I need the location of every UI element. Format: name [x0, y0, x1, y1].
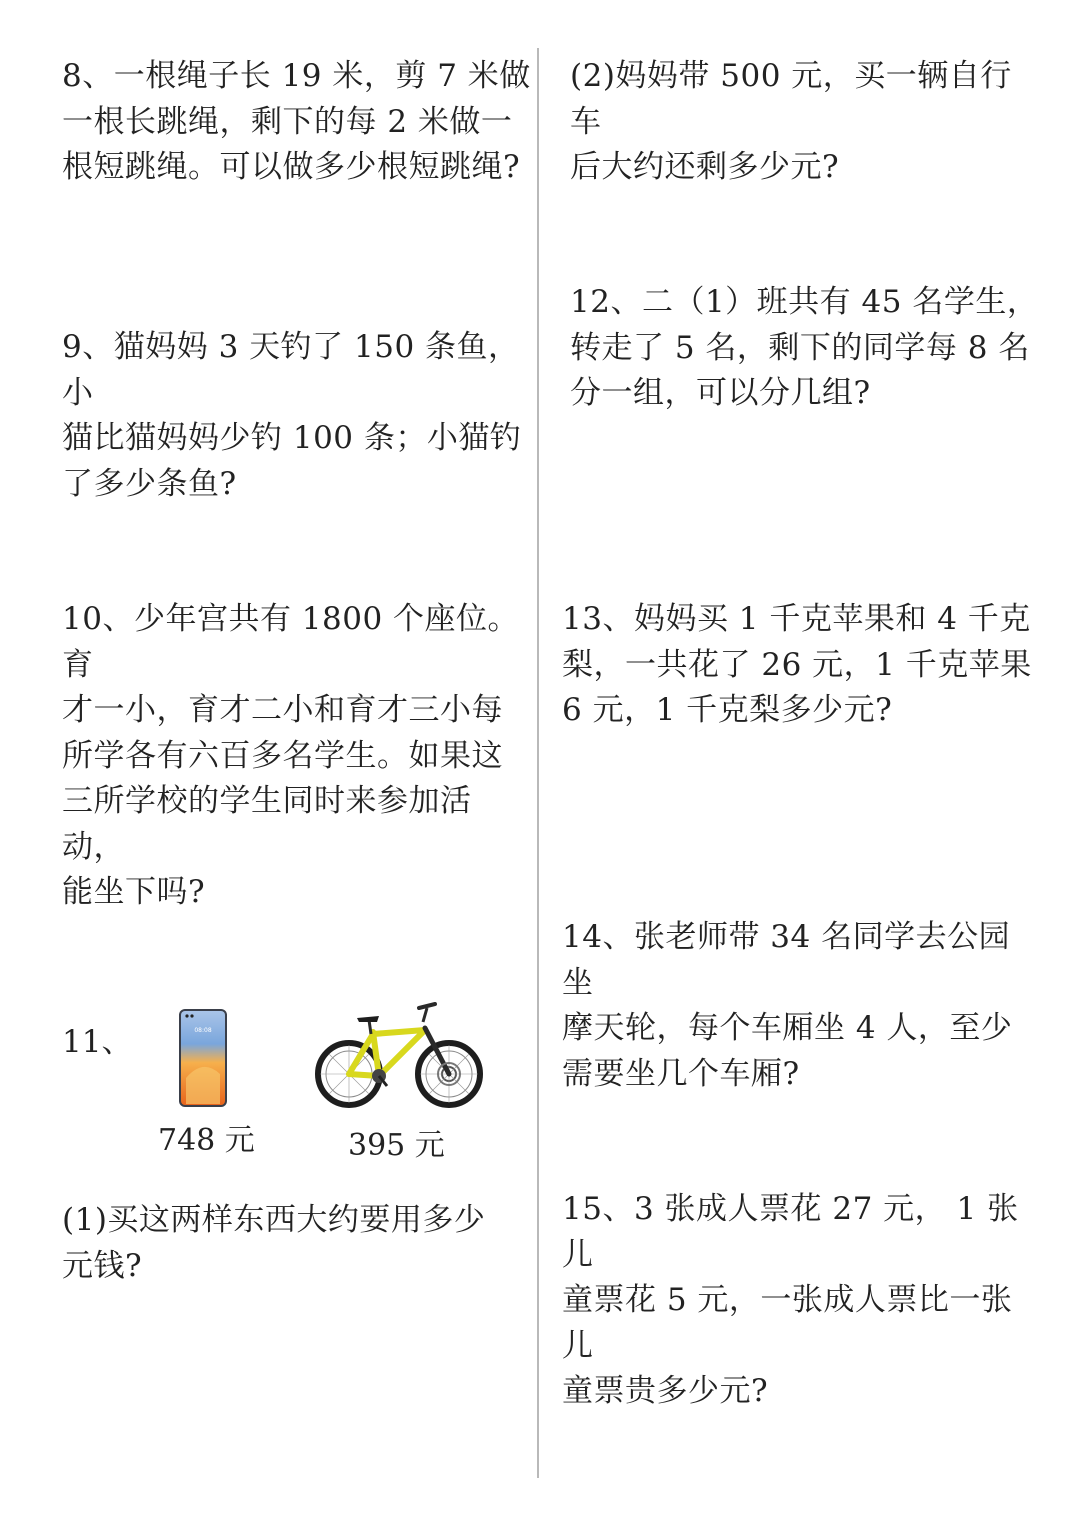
question-8-line-2: 一根长跳绳，剩下的每 2 米做一: [62, 103, 513, 140]
question-12-line-3: 分一组，可以分几组?: [570, 375, 871, 411]
question-13-line-2: 梨，一共花了 26 元，1 千克苹果: [562, 646, 1032, 683]
question-13-line-1: 13、妈妈买 1 千克苹果和 4 千克: [562, 601, 1031, 637]
question-8-line-1: 8、一根绳子长 19 米，剪 7 米做: [62, 58, 531, 94]
question-9: [62, 325, 534, 507]
question-14: [562, 915, 1032, 1097]
question-14-line-1: 14、张老师带 34 名同学去公园坐: [562, 919, 1011, 1001]
question-11-label: 11、: [62, 1024, 133, 1060]
question-15-line-3: 童票贵多少元?: [562, 1373, 769, 1409]
question-11-part-2: [570, 54, 1040, 191]
question-8: [62, 54, 534, 191]
question-14-line-2: 摩天轮，每个车厢坐 4 人，至少: [562, 1010, 1013, 1046]
question-10: [62, 597, 534, 916]
question-11-part-1: [62, 1198, 534, 1289]
question-9-line-1: 9、猫妈妈 3 天钓了 150 条鱼，小: [62, 329, 520, 411]
question-11-part-2-line-1: (2)妈妈带 500 元，买一辆自行车: [570, 58, 1012, 140]
smartphone-icon: [178, 1008, 228, 1108]
question-15: [562, 1187, 1032, 1415]
question-12: [570, 280, 1040, 417]
question-8-line-3: 根短跳绳。可以做多少根短跳绳?: [62, 149, 521, 185]
question-10-line-1: 10、少年宫共有 1800 个座位。育: [62, 601, 520, 683]
question-10-line-2: 才一小，育才二小和育才三小每: [62, 692, 503, 728]
question-10-line-4: 三所学校的学生同时来参加活动，: [62, 783, 472, 865]
question-12-line-1: 12、二（1）班共有 45 名学生，: [570, 284, 1039, 320]
question-9-line-2: 猫比猫妈妈少钓 100 条；小猫钓: [62, 420, 522, 456]
question-10-line-5: 能坐下吗?: [62, 874, 206, 910]
svg-text:08:08: 08:08: [194, 1027, 212, 1034]
question-15-line-2: 童票花 5 元，一张成人票比一张儿: [562, 1282, 1013, 1364]
question-13: [562, 597, 1032, 734]
question-10-line-3: 所学各有六百多名学生。如果这: [62, 737, 503, 774]
column-divider: [537, 48, 539, 1478]
question-15-line-1: 15、3 张成人票花 27 元， 1 张儿: [562, 1191, 1019, 1273]
bicycle-icon: [313, 1000, 485, 1112]
question-13-line-3: 6 元，1 千克梨多少元?: [562, 692, 893, 728]
question-14-line-3: 需要坐几个车厢?: [562, 1055, 800, 1092]
question-9-line-3: 了多少条鱼?: [62, 465, 237, 502]
question-11-part-1-line-1: (1)买这两样东西大约要用多少: [62, 1202, 486, 1238]
question-12-line-2: 转走了 5 名，剩下的同学每 8 名: [570, 329, 1030, 366]
question-11-part-2-line-2: 后大约还剩多少元?: [570, 149, 840, 185]
phone-price: 748 元: [158, 1123, 255, 1158]
question-11-part-1-line-2: 元钱?: [62, 1247, 143, 1284]
bike-price: 395 元: [348, 1128, 445, 1163]
